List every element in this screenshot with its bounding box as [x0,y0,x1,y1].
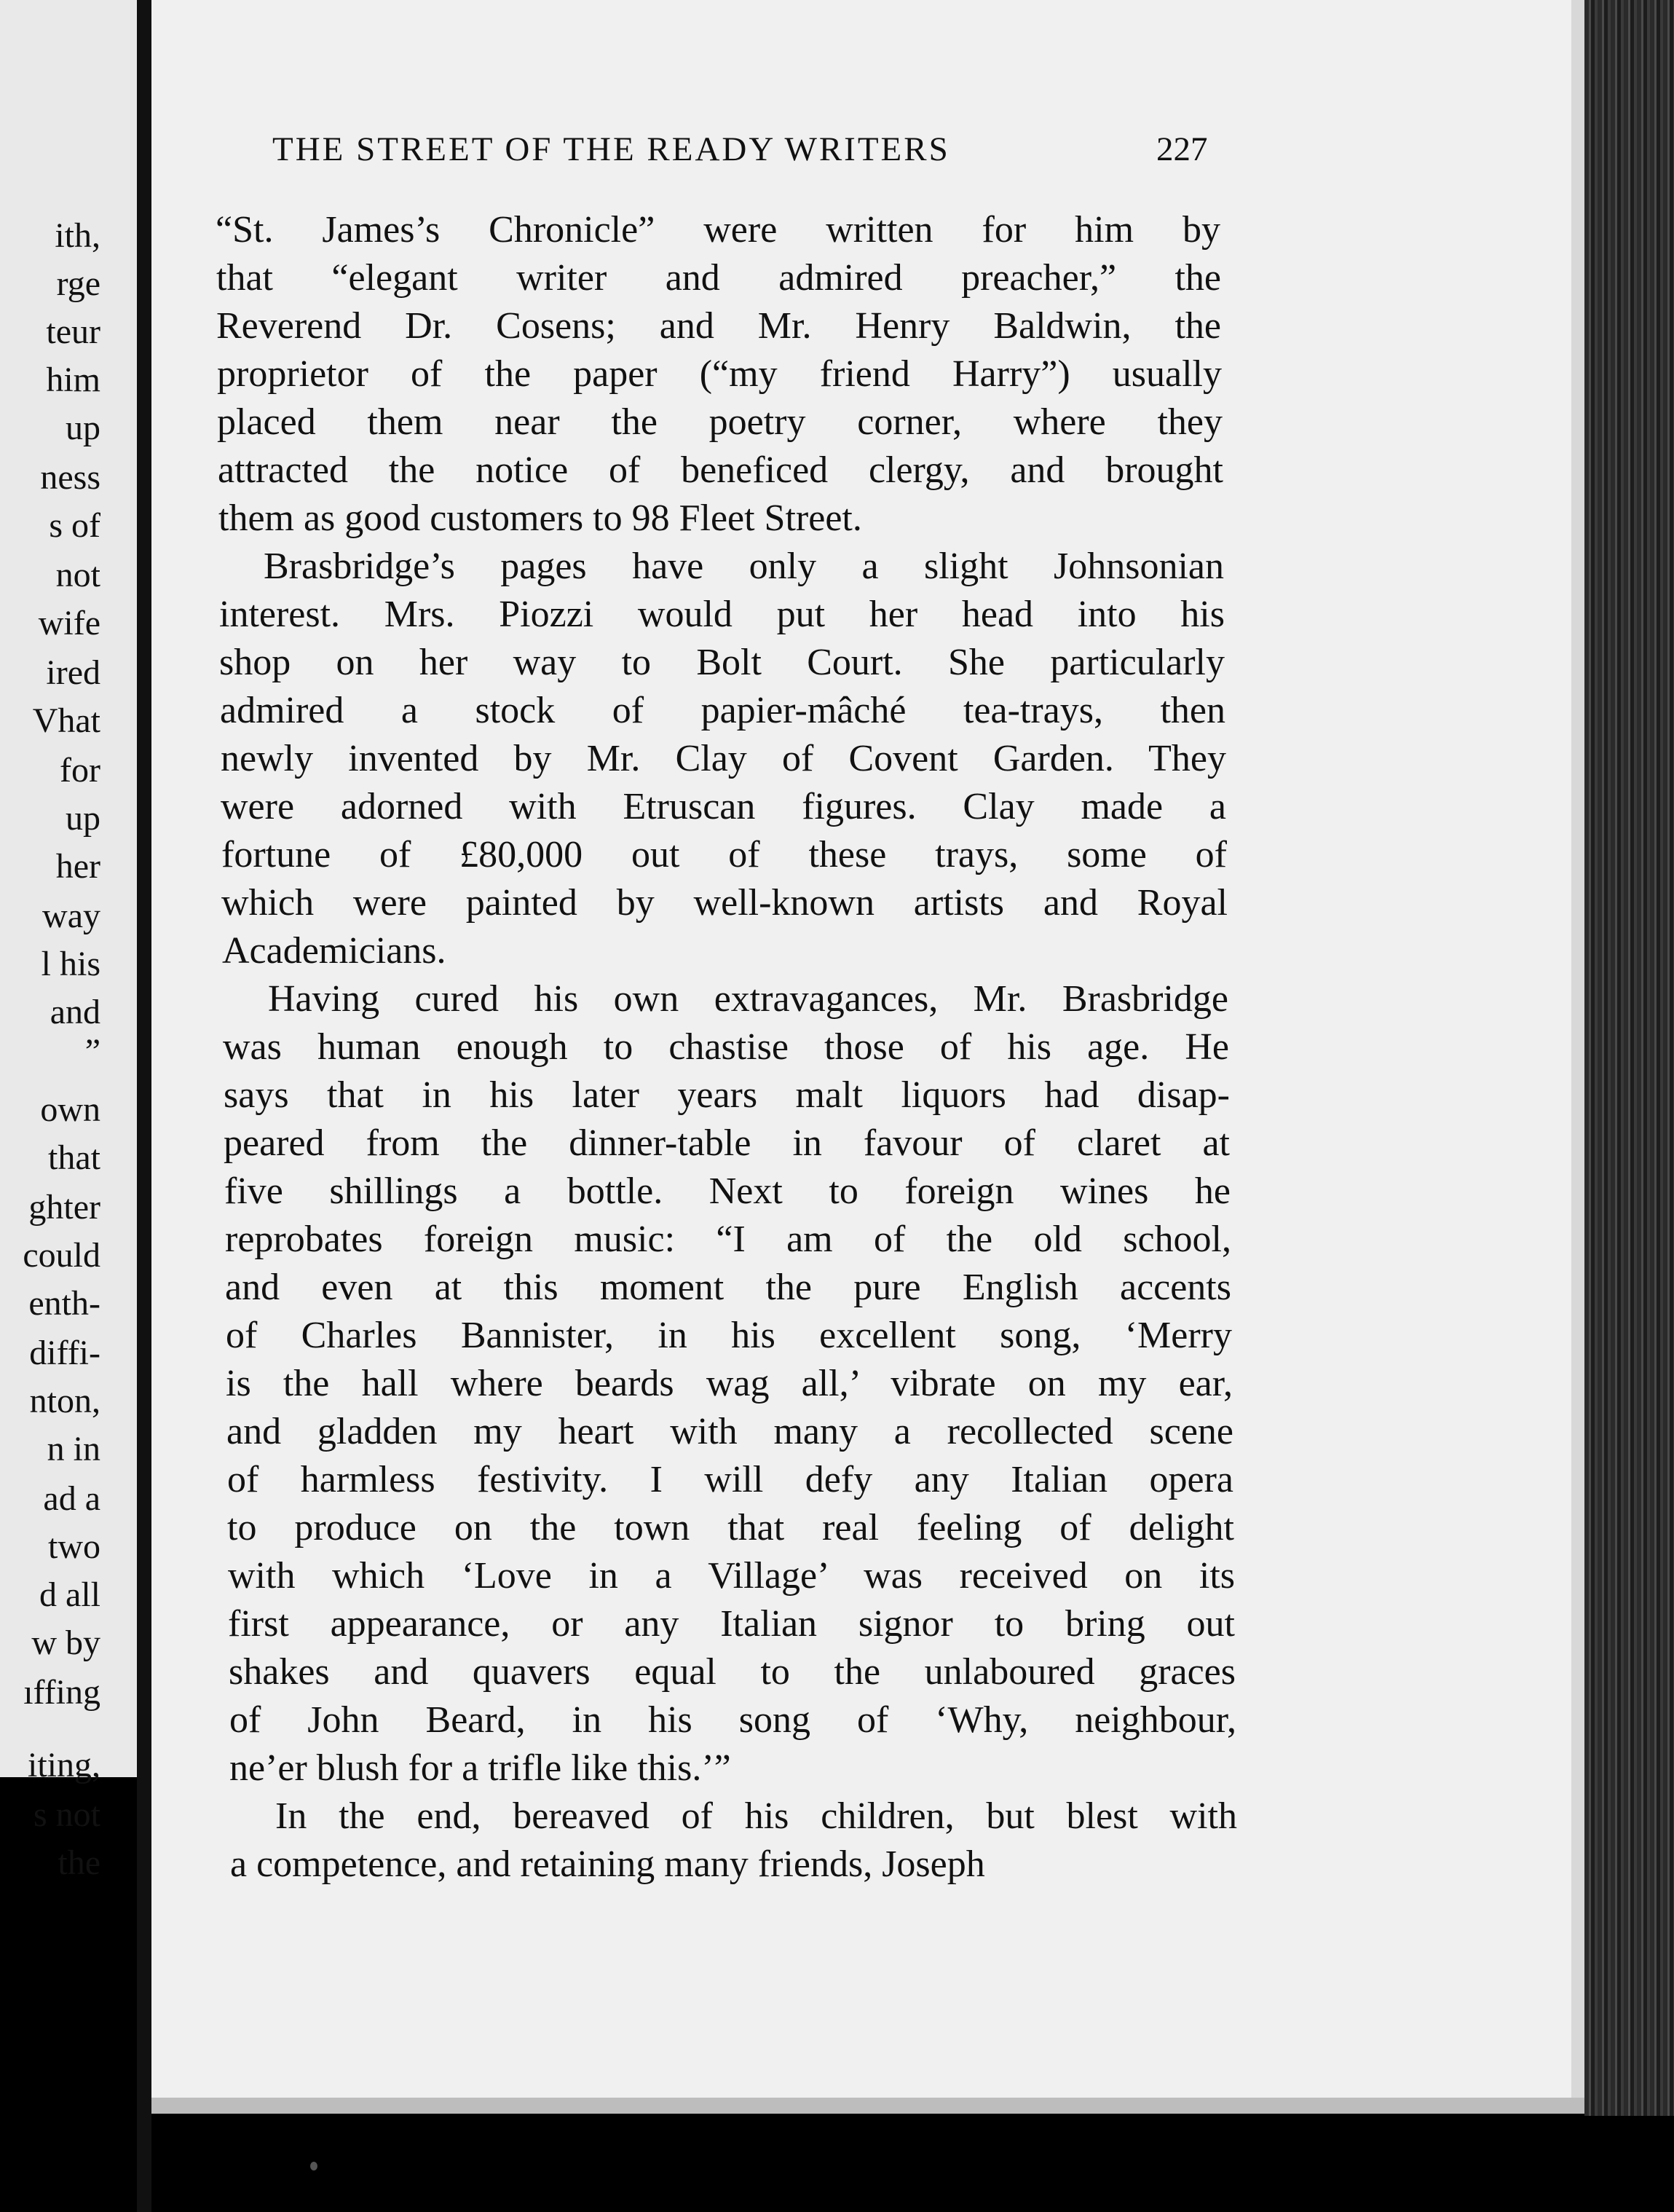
text-line: Brasbridge’s pages have only a slight Johnsonian [264,546,1224,587]
left-page-line: nton, [29,1382,100,1420]
text-line: Having cured his own extravagances, Mr. Brasbridge [268,978,1228,1020]
left-page-line: diffi- [29,1334,100,1372]
left-page-line: enth- [28,1284,100,1323]
left-page-line: ith, [55,216,100,255]
left-page-line: not [55,556,100,594]
left-page-line: ired [46,653,100,692]
text-line: to produce on the town that real feeling of delight [227,1507,1234,1548]
dust-speck [310,2162,317,2170]
left-page-line: way [42,897,100,935]
text-line: proprietor of the paper (“my friend Harry”) usually [217,353,1222,395]
left-page-line: s not [33,1795,100,1834]
book-gutter [137,0,151,2212]
text-line: of John Beard, in his song of ‘Why, neighbour, [229,1699,1236,1741]
left-page-line: own [40,1090,100,1129]
left-page-line: up [66,409,100,447]
left-page-line: her [55,847,100,886]
left-page-fragment [0,0,137,1882]
left-page-line: w by [31,1623,100,1662]
page-bottom-edge [151,2098,1584,2114]
left-page-line: ness [40,458,100,497]
text-line: attracted the notice of beneficed clergy, and brought [218,449,1223,491]
text-line: placed them near the poetry corner, where they [217,401,1223,443]
left-page-line: that [48,1138,100,1177]
text-line: reprobates foreign music: “I am of the old school, [225,1219,1231,1260]
text-line: Academicians. [222,930,446,972]
text-line: In the end, bereaved of his children, but blest with [275,1795,1237,1837]
text-line: says that in his later years malt liquors had disap- [224,1074,1230,1116]
text-line: shakes and quavers equal to the unlaboured graces [229,1651,1236,1693]
left-page-line: l his [41,945,100,983]
left-page-line: him [46,361,100,399]
text-line: peared from the dinner-table in favour of claret at [224,1122,1230,1164]
text-line: shop on her way to Bolt Court. She particularly [219,642,1225,683]
left-page-line: the [58,1843,100,1882]
text-line: newly invented by Mr. Clay of Covent Garden. They [221,738,1226,779]
book-cover-edge [1584,0,1674,2116]
text-line: first appearance, or any Italian signor to bring out [228,1603,1235,1645]
left-page-line: two [48,1527,100,1566]
text-line: and gladden my heart with many a recollected scene [226,1411,1233,1452]
text-line: that “elegant writer and admired preacher,” the [216,257,1221,299]
left-page-line: wife [38,604,100,642]
text-line: with which ‘Love in a Village’ was received on its [228,1555,1235,1597]
left-page-line: rge [56,264,100,303]
text-line: interest. Mrs. Piozzi would put her head into his [219,594,1225,635]
text-line: a competence, and retaining many friends, Joseph [230,1843,985,1885]
left-page-line: teur [46,312,100,351]
left-page-line: for [60,751,100,790]
left-page-line: ghter [28,1188,100,1227]
left-page-line: ıffing [23,1673,100,1712]
text-line: is the hall where beards wag all,’ vibrate on my ear, [226,1363,1233,1404]
text-line: was human enough to chastise those of his age. He [223,1026,1229,1068]
page-number: 227 [1156,130,1208,168]
left-page-line: up [66,799,100,838]
text-line: of Charles Bannister, in his excellent song, ‘Merry [226,1315,1232,1356]
left-page-line: Vhat [32,701,100,740]
text-line: fortune of £80,000 out of these trays, some of [221,834,1227,875]
running-head: THE STREET OF THE READY WRITERS [272,130,950,168]
text-line: Reverend Dr. Cosens; and Mr. Henry Baldwin, the [216,305,1221,347]
left-page-line: d all [39,1575,100,1614]
text-line: “St. James’s Chronicle” were written for him by [216,209,1220,251]
text-line: five shillings a bottle. Next to foreign wines he [224,1170,1231,1212]
text-line: and even at this moment the pure English accents [225,1267,1231,1308]
left-page-line: s of [49,506,100,545]
left-page-line: and [50,993,100,1031]
left-page-line: iting, [27,1746,100,1784]
text-line: them as good customers to 98 Fleet Street. [218,497,862,539]
text-line: which were painted by well-known artists and Royal [221,882,1228,924]
text-line: of harmless festivity. I will defy any Italian opera [227,1459,1233,1500]
left-page-line: ad a [43,1479,100,1518]
left-page-line: n in [47,1430,100,1468]
text-line: were adorned with Etruscan figures. Clay made a [221,786,1226,827]
left-page-line: ” [84,1032,100,1071]
text-line: admired a stock of papier-mâché tea-trays, then [220,690,1225,731]
text-line: ne’er blush for a trifle like this.’” [229,1747,731,1789]
left-page-line: could [23,1236,100,1275]
